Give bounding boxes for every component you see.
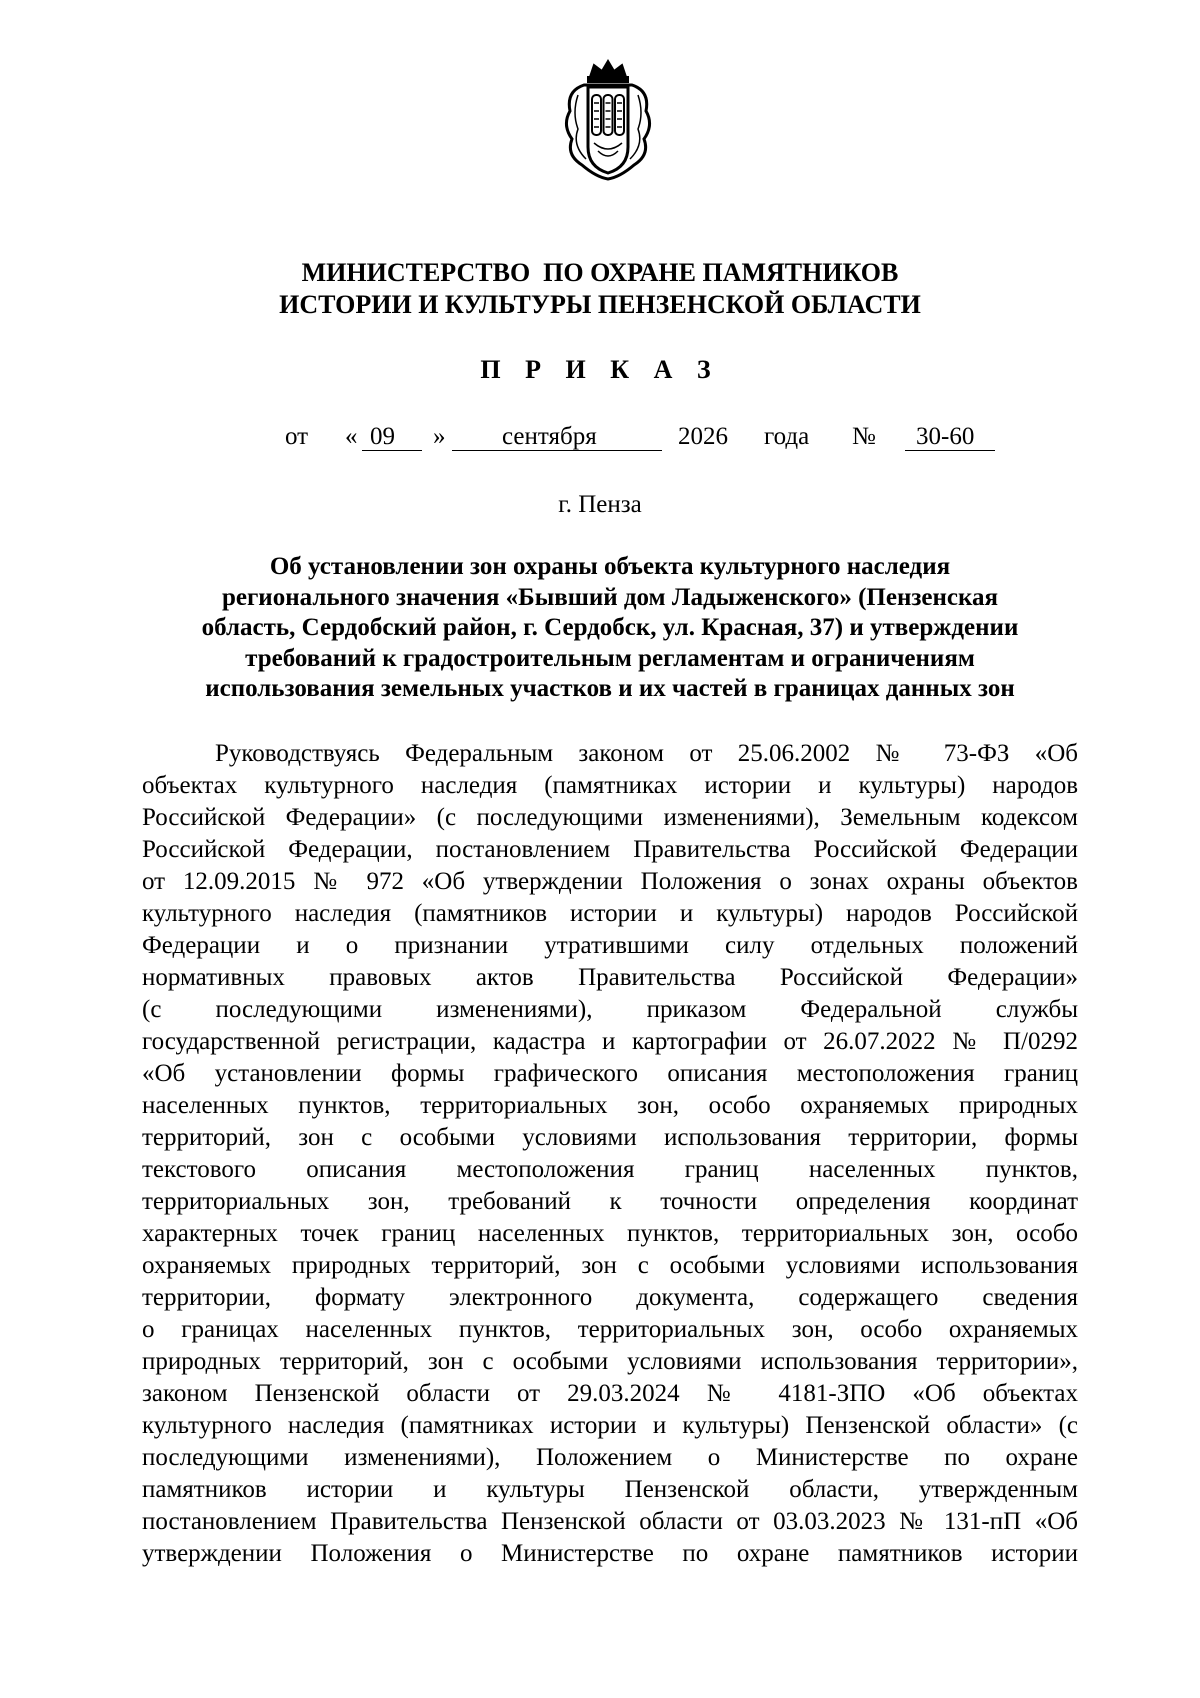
body-line: объектах культурного наследия (памятниках истории и культуры) народов	[142, 772, 1078, 799]
order-title: П Р И К А З	[480, 355, 720, 384]
body-line: Российской Федерации, постановлением Правительства Российской Федерации	[142, 836, 1078, 863]
ministry-name-line-1: МИНИСТЕРСТВО ПО ОХРАНЕ ПАМЯТНИКОВ	[301, 258, 899, 287]
coat-of-arms-icon	[556, 55, 660, 183]
date-year: 2026	[678, 423, 728, 450]
body-line: о границах населенных пунктов, территориальных зон, особо охраняемых	[142, 1316, 1078, 1343]
body-line: природных территорий, зон с особыми условиями использования территории»,	[142, 1348, 1078, 1375]
body-line: последующими изменениями), Положением о Министерстве по охране	[142, 1444, 1078, 1471]
body-line: Федерации и о признании утратившими силу отдельных положений	[142, 932, 1078, 959]
subject-line: область, Сердобский район, г. Сердобск, ул. Красная, 37) и утверждении	[201, 614, 1019, 641]
order-body-paragraph	[142, 738, 1078, 1570]
body-line: территориальных зон, требований к точности определения координат	[142, 1188, 1078, 1215]
date-quote-close: »	[433, 423, 446, 450]
date-quote-open: «	[345, 423, 358, 450]
body-line: культурного наследия (памятниках истории и культуры) Пензенской области» (с	[142, 1412, 1078, 1439]
body-line: Руководствуясь Федеральным законом от 25.06.2002 № 73-ФЗ «Об	[215, 740, 1078, 767]
body-line: текстового описания местоположения границ населенных пунктов,	[142, 1156, 1078, 1183]
body-line: территорий, зон с особыми условиями использования территории, формы	[142, 1124, 1078, 1151]
subject-line: требований к градостроительным регламентам и ограничениям	[245, 644, 975, 672]
order-city: г. Пенза	[558, 491, 642, 518]
date-day: 09	[370, 423, 395, 450]
body-line: «Об установлении формы графического описания местоположения границ	[142, 1060, 1078, 1087]
body-line: населенных пунктов, территориальных зон, особо охраняемых природных	[142, 1092, 1078, 1119]
date-month: сентября	[502, 423, 597, 450]
body-line: (с последующими изменениями), приказом Федеральной службы	[142, 996, 1078, 1023]
body-line: культурного наследия (памятников истории и культуры) народов Российской	[142, 900, 1078, 927]
date-from-label: от	[285, 423, 309, 450]
order-subject	[140, 552, 1080, 705]
body-line: Российской Федерации» (с последующими изменениями), Земельным кодексом	[142, 804, 1078, 831]
body-line: постановлением Правительства Пензенской области от 03.03.2023 № 131-пП «Об	[142, 1508, 1078, 1535]
body-line: нормативных правовых актов Правительства Российской Федерации»	[142, 964, 1078, 991]
ministry-name-line-2: ИСТОРИИ И КУЛЬТУРЫ ПЕНЗЕНСКОЙ ОБЛАСТИ	[279, 290, 921, 319]
subject-line: использования земельных участков и их частей в границах данных зон	[205, 675, 1015, 702]
body-line: характерных точек границ населенных пунктов, территориальных зон, особо	[142, 1220, 1078, 1247]
subject-line: регионального значения «Бывший дом Ладыженского» (Пензенская	[221, 583, 999, 611]
subject-line: Об установлении зон охраны объекта культурного наследия	[269, 553, 951, 580]
body-line: утверждении Положения о Министерстве по охране памятников истории	[142, 1540, 1078, 1567]
body-line: территории, формату электронного документа, содержащего сведения	[142, 1284, 1078, 1311]
body-line: государственной регистрации, кадастра и картографии от 26.07.2022 № П/0292	[142, 1028, 1078, 1055]
body-line: памятников истории и культуры Пензенской области, утвержденным	[142, 1476, 1078, 1503]
order-dateline	[0, 422, 1200, 456]
order-number: 30-60	[916, 423, 975, 450]
body-line: законом Пензенской области от 29.03.2024 № 4181-ЗПО «Об объектах	[142, 1380, 1078, 1407]
body-line: от 12.09.2015 № 972 «Об утверждении Положения о зонах охраны объектов	[142, 868, 1078, 895]
number-sign: №	[852, 423, 876, 450]
body-line: охраняемых природных территорий, зон с особыми условиями использования	[142, 1252, 1078, 1279]
date-year-word: года	[764, 423, 810, 450]
